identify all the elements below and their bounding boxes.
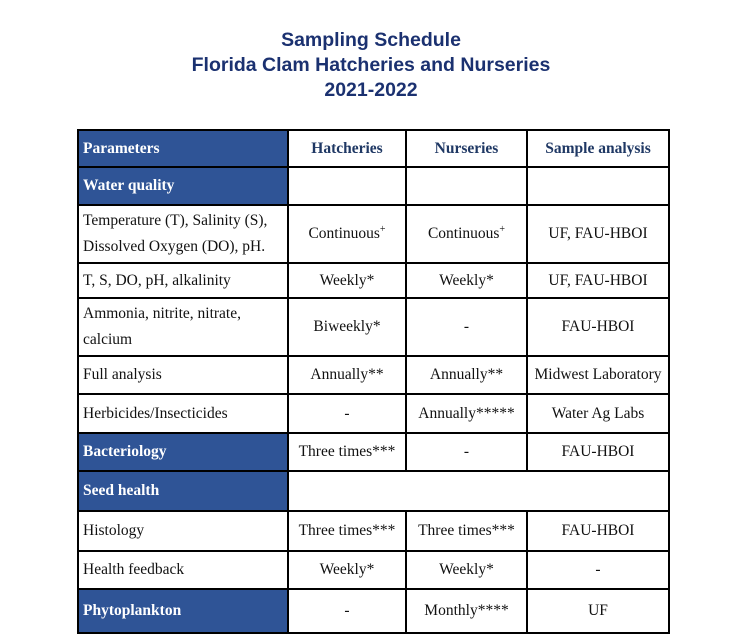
row-t-s-do-ph-alkalinity <box>78 263 669 298</box>
table-header-row <box>78 130 669 167</box>
cell-analysis: Water Ag Labs <box>527 394 669 433</box>
cell-analysis: Midwest Laboratory <box>527 356 669 394</box>
cell-analysis: UF, FAU-HBOI <box>527 205 669 263</box>
row-bacteriology <box>78 433 669 471</box>
row-phytoplankton <box>78 589 669 633</box>
cell-analysis: FAU-HBOI <box>527 433 669 471</box>
cell-hatcheries: Weekly* <box>288 551 406 589</box>
cell-merged-empty <box>288 471 669 511</box>
column-header-parameters: Parameters <box>78 130 288 167</box>
cell-parameter: Histology <box>78 511 288 551</box>
title-line-3: 2021-2022 <box>324 79 418 101</box>
cell-nurseries: Annually** <box>406 356 527 394</box>
cell-nurseries: - <box>406 433 527 471</box>
cell-nurseries: Annually***** <box>406 394 527 433</box>
cell-hatcheries: Biweekly* <box>288 298 406 356</box>
sampling-schedule-table <box>77 129 670 634</box>
cell-nurseries: Weekly* <box>406 263 527 298</box>
row-seed-health <box>78 471 669 511</box>
row-water-quality <box>78 167 669 205</box>
cell-analysis: FAU-HBOI <box>527 298 669 356</box>
cell-parameter: Temperature (T), Salinity (S), Dissolved Oxygen (DO), pH. <box>78 205 288 263</box>
cell-parameter: Seed health <box>78 471 288 511</box>
title-line-2: Florida Clam Hatcheries and Nurseries <box>191 54 551 76</box>
cell-hatcheries: Three times*** <box>288 433 406 471</box>
cell-analysis: FAU-HBOI <box>527 511 669 551</box>
superscript-plus: + <box>379 223 386 235</box>
cell-parameter: Phytoplankton <box>78 589 288 633</box>
column-header-nurseries: Nurseries <box>406 130 527 167</box>
cell-hatcheries <box>288 167 406 205</box>
cell-hatcheries: Three times*** <box>288 511 406 551</box>
cell-parameter: T, S, DO, pH, alkalinity <box>78 263 288 298</box>
cell-analysis: UF, FAU-HBOI <box>527 263 669 298</box>
cell-nurseries: - <box>406 298 527 356</box>
cell-analysis: - <box>527 551 669 589</box>
cell-hatcheries: - <box>288 394 406 433</box>
cell-parameter: Water quality <box>78 167 288 205</box>
row-histology <box>78 511 669 551</box>
cell-analysis: UF <box>527 589 669 633</box>
row-health-feedback <box>78 551 669 589</box>
cell-parameter: Full analysis <box>78 356 288 394</box>
row-temperature-salinity-do-ph <box>78 205 669 263</box>
cell-nurseries: Three times*** <box>406 511 527 551</box>
document-title <box>0 28 742 103</box>
row-full-analysis <box>78 356 669 394</box>
cell-nurseries: Monthly**** <box>406 589 527 633</box>
column-header-hatcheries: Hatcheries <box>288 130 406 167</box>
title-line-1: Sampling Schedule <box>281 29 461 51</box>
cell-analysis <box>527 167 669 205</box>
cell-hatcheries: Annually** <box>288 356 406 394</box>
cell-parameter: Health feedback <box>78 551 288 589</box>
cell-text: Continuous <box>308 225 380 243</box>
cell-nurseries <box>406 205 527 263</box>
cell-nurseries: Weekly* <box>406 551 527 589</box>
row-herbicides-insecticides <box>78 394 669 433</box>
cell-parameter: Ammonia, nitrite, nitrate, calcium <box>78 298 288 356</box>
superscript-plus: + <box>499 223 506 235</box>
row-ammonia-nitrite-nitrate-calcium <box>78 298 669 356</box>
cell-hatcheries: - <box>288 589 406 633</box>
cell-text: Continuous <box>427 225 500 243</box>
cell-parameter: Herbicides/Insecticides <box>78 394 288 433</box>
cell-nurseries <box>406 167 527 205</box>
cell-hatcheries: Weekly* <box>288 263 406 298</box>
column-header-sample-analysis: Sample analysis <box>527 130 669 167</box>
cell-hatcheries <box>288 205 406 263</box>
cell-parameter: Bacteriology <box>78 433 288 471</box>
